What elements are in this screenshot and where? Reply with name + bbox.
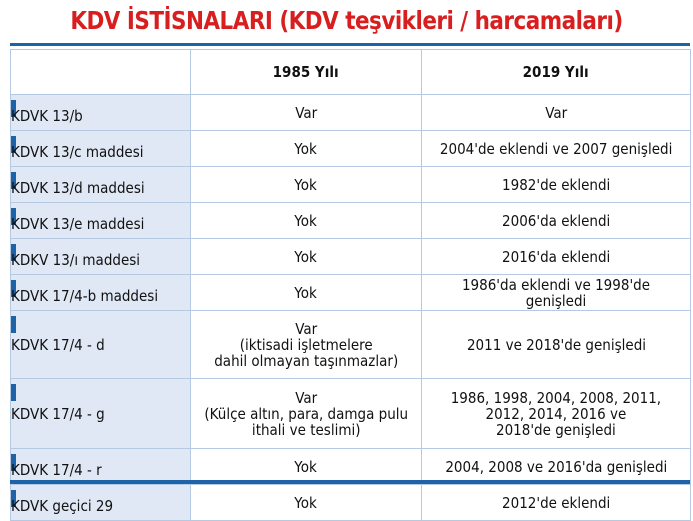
cell-2019: 1982'de eklendi bbox=[422, 167, 691, 203]
cell-2019: Var bbox=[422, 95, 691, 131]
row-label: KDVK 17/4 - g bbox=[11, 404, 105, 423]
table-row bbox=[11, 131, 691, 167]
page-title: KDV İSTİSNALARI (KDV teşvikleri / harcamaları) bbox=[70, 6, 623, 35]
cell-1985: Yok bbox=[191, 131, 422, 167]
cell-2019: 2016'da eklendi bbox=[422, 239, 691, 275]
table-row bbox=[11, 275, 691, 311]
cell-1985: Yok bbox=[191, 167, 422, 203]
row-label: KDKV 13/ı maddesi bbox=[11, 250, 141, 269]
row-marker bbox=[11, 384, 16, 401]
row-label-cell bbox=[11, 203, 191, 239]
header-row bbox=[11, 50, 691, 95]
row-label-cell bbox=[11, 167, 191, 203]
column-header-2019: 2019 Yılı bbox=[422, 50, 691, 95]
row-label-cell bbox=[11, 131, 191, 167]
cell-2019: 2004'de eklendi ve 2007 genişledi bbox=[422, 131, 691, 167]
top-rule bbox=[10, 43, 690, 46]
cell-2019: 1986'da eklendi ve 1998'de genişledi bbox=[422, 275, 691, 311]
row-label: KDVK geçici 29 bbox=[11, 496, 114, 515]
row-label-cell bbox=[11, 239, 191, 275]
cell-2019: 2011 ve 2018'de genişledi bbox=[422, 311, 691, 379]
table-row bbox=[11, 239, 691, 275]
row-label: KDVK 13/d maddesi bbox=[11, 178, 145, 197]
table-row bbox=[11, 203, 691, 239]
cell-2019: 2006'da eklendi bbox=[422, 203, 691, 239]
cell-1985: Yok bbox=[191, 449, 422, 485]
cell-2019: 2004, 2008 ve 2016'da genişledi bbox=[422, 449, 691, 485]
table-row bbox=[11, 379, 691, 449]
bottom-rule bbox=[10, 480, 690, 484]
row-label-cell bbox=[11, 275, 191, 311]
row-label: KDVK 17/4 - r bbox=[11, 460, 102, 479]
cell-1985: Var (iktisadi işletmelere dahil olmayan taşınmazlar) bbox=[191, 311, 422, 379]
row-label: KDVK 17/4 - d bbox=[11, 335, 105, 354]
cell-1985: Yok bbox=[191, 203, 422, 239]
row-label-cell bbox=[11, 379, 191, 449]
row-label-cell bbox=[11, 95, 191, 131]
row-label: KDVK 17/4-b maddesi bbox=[11, 286, 159, 305]
header-corner bbox=[11, 50, 191, 95]
row-label: KDVK 13/c maddesi bbox=[11, 142, 144, 161]
table-row bbox=[11, 311, 691, 379]
cell-2019: 1986, 1998, 2004, 2008, 2011, 2012, 2014, 2016 ve 2018'de genişledi bbox=[422, 379, 691, 449]
cell-1985: Var (Külçe altın, para, damga pulu ithali ve teslimi) bbox=[191, 379, 422, 449]
cell-1985: Yok bbox=[191, 485, 422, 521]
row-label: KDVK 13/e maddesi bbox=[11, 214, 145, 233]
column-header-1985: 1985 Yılı bbox=[191, 50, 422, 95]
row-marker bbox=[11, 316, 16, 333]
kdv-exemptions-table bbox=[10, 49, 691, 521]
table-row bbox=[11, 95, 691, 131]
cell-1985: Yok bbox=[191, 275, 422, 311]
cell-1985: Var bbox=[191, 95, 422, 131]
cell-2019: 2012'de eklendi bbox=[422, 485, 691, 521]
row-label: KDVK 13/b bbox=[11, 106, 83, 125]
table-row bbox=[11, 167, 691, 203]
row-label-cell bbox=[11, 311, 191, 379]
cell-1985: Yok bbox=[191, 239, 422, 275]
